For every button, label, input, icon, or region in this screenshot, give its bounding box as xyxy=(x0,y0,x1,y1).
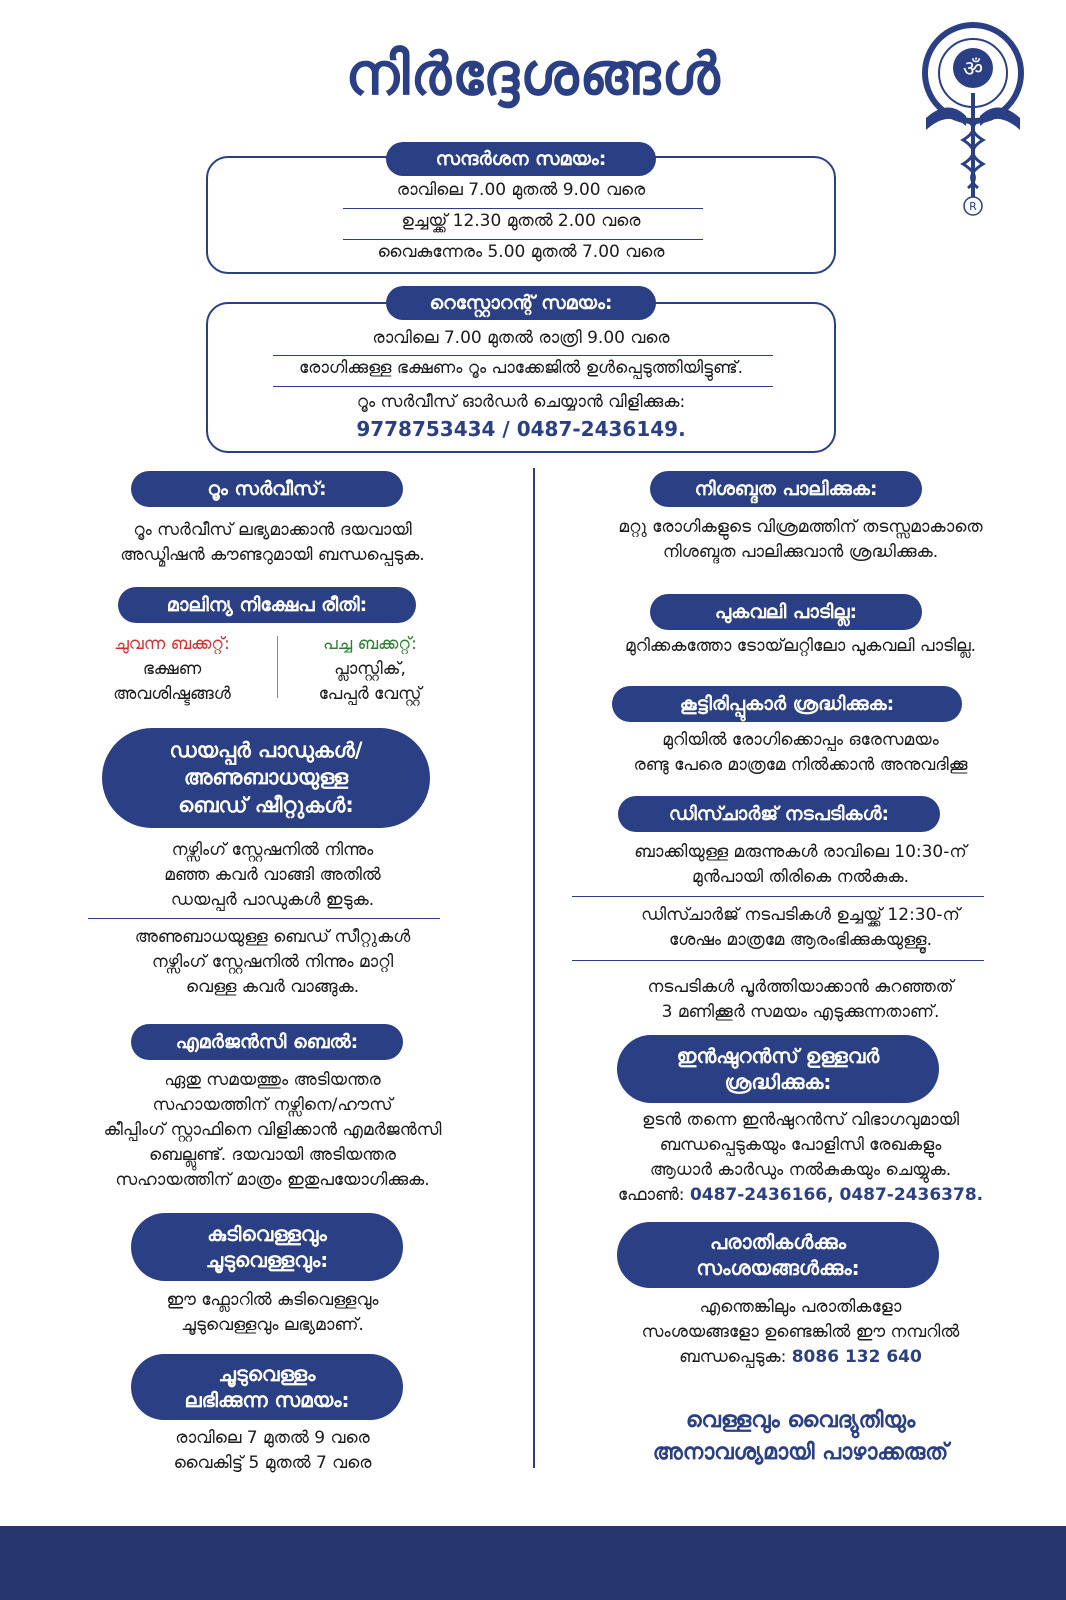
text-line: ചൂടുവെള്ളവും ലഭ്യമാണ്. xyxy=(181,1315,364,1335)
discharge-heading: ഡിസ്ചാർജ് നടപടികൾ: xyxy=(618,796,940,832)
text-line: ഉടൻ തന്നെ ഇൻഷുറൻസ് വിഭാഗവുമായി xyxy=(641,1110,960,1130)
green-bucket-label: പച്ച ബക്കറ്റ്: xyxy=(323,634,417,654)
text-line: മുൻപായി തിരികെ നൽകുക. xyxy=(692,867,909,887)
text-line: പ്ലാസ്റ്റിക്, xyxy=(334,659,406,679)
heading-line: അണുബാധയുള്ള xyxy=(183,765,349,790)
column-divider xyxy=(533,468,535,1468)
heading-line: ഡയപ്പർ പാഡുകൾ/ xyxy=(169,738,363,763)
text-line: ഡിസ്ചാർജ് നടപടികൾ ഉച്ചയ്ക്ക് 12:30-ന് xyxy=(641,905,960,925)
bucket-divider xyxy=(277,636,278,698)
bystanders-heading: കൂട്ടിരിപ്പുകാർ ശ്രദ്ധിക്കുക: xyxy=(612,686,962,722)
text-line: നഴ്സിംഗ് സ്റ്റേഷനിൽ നിന്നും xyxy=(171,840,374,860)
room-service-order-note: റൂം സർവീസ് ഓർഡർ ചെയ്യാൻ വിളിക്കുക: xyxy=(356,392,686,412)
silence-text xyxy=(548,515,1053,565)
text-line: മുറിക്കകത്തോ ടോയ്‌ലറ്റിലോ പുകവലി പാടില്ല. xyxy=(624,636,977,656)
divider xyxy=(343,208,703,209)
emergency-bell-heading: എമർജൻസി ബെൽ: xyxy=(131,1024,403,1060)
om-symbol: ॐ xyxy=(962,57,984,82)
text-line: പേപ്പർ വേസ്റ്റ് xyxy=(318,684,422,704)
footer-band xyxy=(0,1526,1066,1600)
text-line: ഡയപ്പർ പാഡുകൾ ഇടുക. xyxy=(170,890,375,910)
text-line: വൈകിട്ട് 5 മുതൽ 7 വരെ xyxy=(173,1453,372,1473)
text-line: ഭക്ഷണ xyxy=(142,659,202,679)
text-line: മുറിയിൽ രോഗിക്കൊപ്പം ഒരേസമയം xyxy=(662,730,939,750)
text-line: ബന്ധപ്പെടുകയും പോളിസി രേഖകളും xyxy=(659,1135,942,1155)
bystanders-text xyxy=(548,728,1053,778)
complaints-text xyxy=(548,1295,1053,1370)
waste-disposal-heading: മാലിന്യ നിക്ഷേപ രീതി: xyxy=(118,587,416,623)
closing-message xyxy=(548,1405,1053,1469)
text-line: സഹായത്തിന് നഴ്സിനെ/ഹൗസ് xyxy=(152,1095,393,1115)
hot-water-text xyxy=(40,1426,505,1476)
text-line: വെള്ള കവർ വാങ്ങുക. xyxy=(185,977,360,997)
divider xyxy=(572,896,984,897)
visiting-row: ഉച്ചയ്ക്ക് 12.30 മുതൽ 2.00 വരെ xyxy=(401,211,641,231)
text-line: സഹായത്തിന് മാത്രം ഇതുപയോഗിക്കുക. xyxy=(115,1170,430,1190)
visiting-row: രാവിലെ 7.00 മുതൽ 9.00 വരെ xyxy=(396,180,646,200)
page-title: നിർദ്ദേശങ്ങൾ xyxy=(345,40,721,108)
text-line: അണുബാധയുള്ള ബെഡ് സീറ്റുകൾ xyxy=(134,927,411,947)
emergency-bell-text xyxy=(30,1068,515,1193)
text-line: നഴ്സിംഗ് സ്റ്റേഷനിൽ നിന്നും മാറ്റി xyxy=(151,952,394,972)
discharge-text-3 xyxy=(548,975,1053,1025)
diaper-text-2 xyxy=(40,925,505,1000)
text-line: ഏതു സമയത്തും അടിയന്തര xyxy=(164,1070,381,1090)
text-line: രാവിലെ 7 മുതൽ 9 വരെ xyxy=(175,1428,370,1448)
text-line: ശേഷം മാത്രമേ ആരംഭിക്കുകയുള്ളൂ. xyxy=(668,930,933,950)
heading-line: ഇൻഷുറൻസ് ഉള്ളവർ xyxy=(676,1044,880,1068)
text-line: 3 മണിക്കൂർ സമയം എടുക്കുന്നതാണ്. xyxy=(661,1002,940,1022)
no-smoking-heading: പുകവലി പാടില്ല: xyxy=(650,594,922,630)
heading-line: പരാതികൾക്കും xyxy=(709,1230,847,1254)
no-smoking-text xyxy=(548,634,1053,659)
text-line: ബാക്കിയുള്ള മരുന്നുകൾ രാവിലെ 10:30-ന് xyxy=(634,842,967,862)
text-line: രണ്ടു പേരെ മാത്രമേ നിൽക്കാൻ അനുവദിക്കൂ xyxy=(633,755,968,775)
room-service-heading: റൂം സർവീസ്: xyxy=(131,471,403,507)
text-line: എന്തെങ്കിലും പരാതികളോ xyxy=(699,1297,902,1317)
red-bucket-label: ചുവന്ന ബക്കറ്റ്: xyxy=(114,634,230,654)
discharge-text-1 xyxy=(548,840,1053,890)
drinking-water-heading xyxy=(131,1213,403,1281)
divider xyxy=(273,355,773,356)
hospital-logo xyxy=(918,18,1028,218)
diaper-text-1 xyxy=(40,838,505,913)
insurance-heading xyxy=(617,1035,939,1103)
insurance-text xyxy=(548,1108,1053,1208)
room-service-phone: 9778753434 / 0487-2436149. xyxy=(356,417,686,441)
complaints-phone-line xyxy=(548,1345,1053,1370)
text-line: മഞ്ഞ കവർ വാങ്ങി അതിൽ xyxy=(164,865,381,885)
silence-heading: നിശബ്ദത പാലിക്കുക: xyxy=(650,471,922,507)
text-line: മറ്റു രോഗികളുടെ വിശ്രമത്തിന് തടസ്സമാകാതെ xyxy=(618,517,983,537)
heading-line: ചൂടുവെള്ളം xyxy=(218,1362,316,1386)
hot-water-heading xyxy=(131,1354,403,1420)
text-line: റൂം സർവീസ് ലഭ്യമാക്കാൻ ദയവായി xyxy=(133,520,412,540)
registered-mark: R xyxy=(969,200,977,213)
heading-line: കുടിവെള്ളവും xyxy=(207,1222,327,1246)
complaints-phone: 8086 132 640 xyxy=(791,1347,922,1367)
restaurant-food-note: രോഗിക്കുള്ള ഭക്ഷണം റൂം പാക്കേജിൽ ഉൾപ്പെടുത്തിയിട്ടുണ്ട്. xyxy=(299,358,743,378)
green-bucket-info xyxy=(290,632,450,707)
complaints-heading xyxy=(617,1222,939,1288)
diaper-heading xyxy=(102,728,430,828)
heading-line: ബെഡ് ഷീറ്റുകൾ: xyxy=(178,792,354,817)
heading-line: ചൂടുവെള്ളവും: xyxy=(205,1248,329,1272)
divider xyxy=(273,386,773,387)
phone-label: ബന്ധപ്പെടുക: xyxy=(679,1347,787,1367)
drinking-water-text xyxy=(40,1288,505,1338)
heading-line: സംശയങ്ങൾക്കും: xyxy=(696,1256,860,1280)
text-line: ഈ ഫ്ലോറിൽ കുടിവെള്ളവും xyxy=(166,1290,379,1310)
text-line: നടപടികൾ പൂർത്തിയാക്കാൻ കുറഞ്ഞത് xyxy=(647,977,954,997)
restaurant-hours: രാവിലെ 7.00 മുതൽ രാത്രി 9.00 വരെ xyxy=(372,328,670,348)
red-bucket-info xyxy=(82,632,262,707)
restaurant-heading: റെസ്റ്റോറന്റ് സമയം: xyxy=(386,286,656,320)
text-line: സംശയങ്ങളോ ഉണ്ടെങ്കിൽ ഈ നമ്പറിൽ xyxy=(641,1322,960,1342)
divider xyxy=(88,918,440,919)
insurance-phone-line xyxy=(548,1183,1053,1208)
phone-label: ഫോൺ: xyxy=(617,1185,685,1205)
room-service-text xyxy=(40,518,505,568)
insurance-phone: 0487-2436166, 0487-2436378. xyxy=(689,1185,984,1205)
divider xyxy=(572,960,984,961)
visiting-row: വൈകുന്നേരം 5.00 മുതൽ 7.00 വരെ xyxy=(377,242,665,262)
text-line: ആധാർ കാർഡും നൽകുകയും ചെയ്യുക. xyxy=(649,1160,952,1180)
text-line: അനാവശ്യമായി പാഴാക്കരുത് xyxy=(652,1440,949,1465)
text-line: വെള്ളവും വൈദ്യുതിയും xyxy=(685,1408,916,1433)
visiting-heading: സന്ദർശന സമയം: xyxy=(386,142,656,176)
divider xyxy=(343,239,703,240)
text-line: അവശിഷ്ടങ്ങൾ xyxy=(113,684,231,704)
text-line: അഡ്മിഷൻ കൗണ്ടറുമായി ബന്ധപ്പെടുക. xyxy=(120,545,425,565)
text-line: നിശബ്ദത പാലിക്കുവാൻ ശ്രദ്ധിക്കുക. xyxy=(662,542,939,562)
discharge-text-2 xyxy=(548,903,1053,953)
text-line: ബെല്ലുണ്ട്. ദയവായി അടിയന്തര xyxy=(149,1145,396,1165)
text-line: കീപ്പിംഗ് സ്റ്റാഫിനെ വിളിക്കാൻ എമർജൻസി xyxy=(103,1120,442,1140)
heading-line: ശ്രദ്ധിക്കുക: xyxy=(724,1070,832,1094)
restaurant-time-box xyxy=(206,302,836,453)
heading-line: ലഭിക്കുന്ന സമയം: xyxy=(184,1388,350,1412)
